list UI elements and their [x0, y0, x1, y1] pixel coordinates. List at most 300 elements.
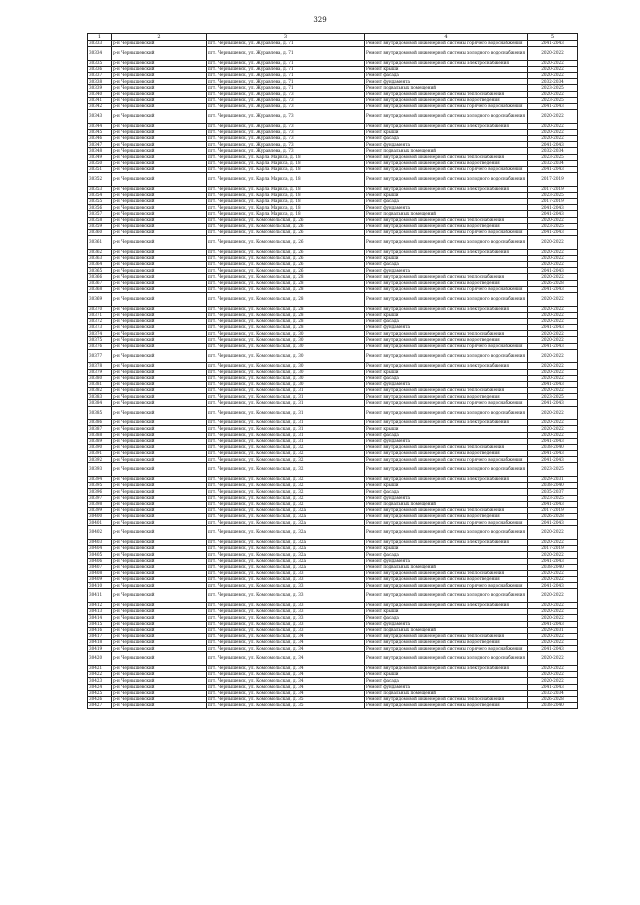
period-cell: 2029-2031 [528, 627, 578, 633]
period-cell: 2020-2022 [528, 274, 578, 280]
row-number: 30376 [88, 343, 112, 349]
row-number: 30367 [88, 280, 112, 286]
work-type-cell: Ремонт внутридомовой инженерной системы водоотведения [365, 577, 528, 583]
work-type-cell: Ремонт внутридомовой инженерной системы электроснабжения [365, 186, 528, 192]
district-cell: р-н Чернышевский [112, 564, 207, 570]
column-header-3: 3 [207, 34, 365, 41]
work-type-cell: Ремонт внутридомовой инженерной системы горячего водоснабжения [365, 104, 528, 110]
work-type-cell: Ремонт внутридомовой инженерной системы теплоснабжения [365, 91, 528, 97]
table-row [88, 349, 578, 363]
work-type-cell: Ремонт внутридомовой инженерной системы горячего водоснабжения [365, 286, 528, 292]
row-number: 30364 [88, 262, 112, 268]
period-cell: 2020-2022 [528, 570, 578, 576]
work-type-cell: Ремонт фасада [365, 262, 528, 268]
district-cell: р-н Чернышевский [112, 420, 207, 426]
work-type-cell: Ремонт внутридомовой инженерной системы холодного водоснабжения [365, 47, 528, 61]
district-cell: р-н Чернышевский [112, 526, 207, 540]
address-cell: пгт. Чернышевск, ул. Комсомольская, д. 28 [207, 280, 365, 286]
district-cell: р-н Чернышевский [112, 136, 207, 142]
address-cell: пгт. Чернышевск, ул. Комсомольская, д. 28 [207, 312, 365, 318]
row-number: 30408 [88, 570, 112, 576]
period-cell: 2020-2022 [528, 47, 578, 61]
period-cell: 2020-2022 [528, 129, 578, 135]
row-number: 30355 [88, 199, 112, 205]
row-number: 30380 [88, 375, 112, 381]
district-cell: р-н Чернышевский [112, 293, 207, 307]
work-type-cell: Ремонт фасада [365, 318, 528, 324]
address-cell: пгт. Чернышевск, ул. Карла Маркса, д. 18 [207, 173, 365, 187]
district-cell: р-н Чернышевский [112, 325, 207, 331]
work-type-cell: Ремонт крыши [365, 609, 528, 615]
row-number: 30391 [88, 451, 112, 457]
address-cell: пгт. Чернышевск, ул. Комсомольская, д. 31 [207, 400, 365, 406]
row-number: 30393 [88, 463, 112, 477]
district-cell: р-н Чернышевский [112, 369, 207, 375]
address-cell: пгт. Чернышевск, ул. Комсомольская, д. 31 [207, 406, 365, 420]
period-cell: 2020-2022 [528, 665, 578, 671]
period-cell: 2020-2022 [528, 331, 578, 337]
address-cell: пгт. Чернышевск, ул. Карла Маркса, д. 18 [207, 186, 365, 192]
district-cell: р-н Чернышевский [112, 381, 207, 387]
work-type-cell: Ремонт внутридомовой инженерной системы теплоснабжения [365, 331, 528, 337]
period-cell: 2020-2022 [528, 249, 578, 255]
period-cell: 2020-2022 [528, 91, 578, 97]
period-cell: 2020-2022 [528, 293, 578, 307]
address-cell: пгт. Чернышевск, ул. Журавлева, д. 71 [207, 47, 365, 61]
period-cell: 2041-2043 [528, 211, 578, 217]
district-cell: р-н Чернышевский [112, 602, 207, 608]
district-cell: р-н Чернышевский [112, 123, 207, 129]
address-cell: пгт. Чернышевск, ул. Комсомольская, д. 33 [207, 609, 365, 615]
period-cell: 2020-2022 [528, 602, 578, 608]
work-type-cell: Ремонт внутридомовой инженерной системы холодного водоснабжения [365, 236, 528, 250]
address-cell: пгт. Чернышевск, ул. Комсомольская, д. 32 [207, 501, 365, 507]
work-type-cell: Ремонт внутридомовой инженерной системы теплоснабжения [365, 696, 528, 702]
row-number: 30352 [88, 173, 112, 187]
address-cell: пгт. Чернышевск, ул. Комсомольская, д. 28 [207, 325, 365, 331]
period-cell: 2020-2022 [528, 609, 578, 615]
address-cell: пгт. Чернышевск, ул. Журавлева, д. 71 [207, 79, 365, 85]
period-cell: 2020-2022 [528, 526, 578, 540]
district-cell: р-н Чернышевский [112, 501, 207, 507]
work-type-cell: Ремонт внутридомовой инженерной системы холодного водоснабжения [365, 110, 528, 124]
work-type-cell: Ремонт крыши [365, 66, 528, 72]
district-cell: р-н Чернышевский [112, 337, 207, 343]
work-type-cell: Ремонт внутридомовой инженерной системы электроснабжения [365, 249, 528, 255]
row-number: 30425 [88, 690, 112, 696]
work-type-cell: Ремонт подвальных помещений [365, 148, 528, 154]
district-cell: р-н Чернышевский [112, 520, 207, 526]
work-type-cell: Ремонт внутридомовой инженерной системы водоотведения [365, 223, 528, 229]
period-cell: 2017-2019 [528, 173, 578, 187]
work-type-cell: Ремонт крыши [365, 672, 528, 678]
row-number: 30418 [88, 640, 112, 646]
district-cell: р-н Чернышевский [112, 577, 207, 583]
district-cell: р-н Чернышевский [112, 331, 207, 337]
row-number: 30341 [88, 97, 112, 103]
work-type-cell: Ремонт фундамента [365, 381, 528, 387]
period-cell: 2023-2025 [528, 495, 578, 501]
district-cell: р-н Чернышевский [112, 696, 207, 702]
district-cell: р-н Чернышевский [112, 558, 207, 564]
row-number: 30413 [88, 609, 112, 615]
work-type-cell: Ремонт внутридомовой инженерной системы водоотведения [365, 451, 528, 457]
period-cell: 2041-2043 [528, 381, 578, 387]
work-type-cell: Ремонт фундамента [365, 684, 528, 690]
row-number: 30336 [88, 66, 112, 72]
work-type-cell: Ремонт внутридомовой инженерной системы электроснабжения [365, 476, 528, 482]
row-number: 30419 [88, 646, 112, 652]
table-row [88, 703, 578, 709]
row-number: 30394 [88, 476, 112, 482]
row-number: 30366 [88, 274, 112, 280]
period-cell: 2020-2022 [528, 678, 578, 684]
address-cell: пгт. Чернышевск, ул. Комсомольская, д. 26 [207, 249, 365, 255]
row-number: 30403 [88, 539, 112, 545]
period-cell: 2020-2022 [528, 136, 578, 142]
row-number: 30382 [88, 388, 112, 394]
period-cell: 2038-2040 [528, 483, 578, 489]
work-type-cell: Ремонт внутридомовой инженерной системы горячего водоснабжения [365, 520, 528, 526]
address-cell: пгт. Чернышевск, ул. Карла Маркса, д. 18 [207, 167, 365, 173]
work-type-cell: Ремонт внутридомовой инженерной системы теплоснабжения [365, 274, 528, 280]
period-cell: 2020-2022 [528, 236, 578, 250]
address-cell: пгт. Чернышевск, ул. Комсомольская, д. 28 [207, 293, 365, 307]
period-cell: 2020-2022 [528, 420, 578, 426]
period-cell: 2041-2043 [528, 646, 578, 652]
period-cell: 2017-2019 [528, 199, 578, 205]
address-cell: пгт. Чернышевск, ул. Журавлева, д. 73 [207, 91, 365, 97]
address-cell: пгт. Чернышевск, ул. Комсомольская, д. 31 [207, 388, 365, 394]
row-number: 30399 [88, 507, 112, 513]
address-cell: пгт. Чернышевск, ул. Комсомольская, д. 34 [207, 678, 365, 684]
district-cell: р-н Чернышевский [112, 160, 207, 166]
work-type-cell: Ремонт внутридомовой инженерной системы электроснабжения [365, 665, 528, 671]
period-cell: 2026-2028 [528, 514, 578, 520]
row-number: 30337 [88, 73, 112, 79]
row-number: 30395 [88, 483, 112, 489]
row-number: 30384 [88, 400, 112, 406]
district-cell: р-н Чернышевский [112, 85, 207, 91]
address-cell: пгт. Чернышевск, ул. Карла Маркса, д. 18 [207, 160, 365, 166]
row-number: 30424 [88, 684, 112, 690]
district-cell: р-н Чернышевский [112, 312, 207, 318]
period-cell: 2041-2043 [528, 457, 578, 463]
district-cell: р-н Чернышевский [112, 400, 207, 406]
row-number: 30339 [88, 85, 112, 91]
district-cell: р-н Чернышевский [112, 363, 207, 369]
period-cell: 2023-2025 [528, 85, 578, 91]
district-cell: р-н Чернышевский [112, 349, 207, 363]
work-type-cell: Ремонт фасада [365, 199, 528, 205]
row-number: 30401 [88, 520, 112, 526]
district-cell: р-н Чернышевский [112, 463, 207, 477]
row-number: 30426 [88, 696, 112, 702]
row-number: 30342 [88, 104, 112, 110]
district-cell: р-н Чернышевский [112, 552, 207, 558]
row-number: 30420 [88, 652, 112, 666]
address-cell: пгт. Чернышевск, ул. Комсомольская, д. 31 [207, 394, 365, 400]
period-cell: 2020-2022 [528, 640, 578, 646]
district-cell: р-н Чернышевский [112, 262, 207, 268]
column-header-5: 5 [528, 34, 578, 41]
work-type-cell: Ремонт крыши [365, 129, 528, 135]
work-type-cell: Ремонт внутридомовой инженерной системы теплоснабжения [365, 217, 528, 223]
table-row [88, 110, 578, 124]
district-cell: р-н Чернышевский [112, 186, 207, 192]
district-cell: р-н Чернышевский [112, 627, 207, 633]
work-type-cell: Ремонт внутридомовой инженерной системы холодного водоснабжения [365, 349, 528, 363]
address-cell: пгт. Чернышевск, ул. Комсомольская, д. 31 [207, 438, 365, 444]
work-type-cell: Ремонт внутридомовой инженерной системы теплоснабжения [365, 633, 528, 639]
row-number: 30409 [88, 577, 112, 583]
row-number: 30363 [88, 255, 112, 261]
district-cell: р-н Чернышевский [112, 476, 207, 482]
table-row [88, 589, 578, 603]
period-cell: 2020-2022 [528, 552, 578, 558]
work-type-cell: Ремонт фундамента [365, 621, 528, 627]
work-type-cell: Ремонт внутридомовой инженерной системы горячего водоснабжения [365, 167, 528, 173]
column-header-4: 4 [365, 34, 528, 41]
address-cell: пгт. Чернышевск, ул. Комсомольская, д. 33 [207, 589, 365, 603]
address-cell: пгт. Чернышевск, ул. Комсомольская, д. 26 [207, 217, 365, 223]
row-number: 30400 [88, 514, 112, 520]
period-cell: 2020-2022 [528, 577, 578, 583]
period-cell: 2041-2043 [528, 520, 578, 526]
address-cell: пгт. Чернышевск, ул. Комсомольская, д. 30 [207, 337, 365, 343]
address-cell: пгт. Чернышевск, ул. Комсомольская, д. 34 [207, 672, 365, 678]
district-cell: р-н Чернышевский [112, 110, 207, 124]
address-cell: пгт. Чернышевск, ул. Комсомольская, д. 33 [207, 602, 365, 608]
period-cell: 2017-2019 [528, 186, 578, 192]
work-type-cell: Ремонт внутридомовой инженерной системы горячего водоснабжения [365, 41, 528, 47]
district-cell: р-н Чернышевский [112, 432, 207, 438]
row-number: 30411 [88, 589, 112, 603]
address-cell: пгт. Чернышевск, ул. Комсомольская, д. 32а [207, 539, 365, 545]
district-cell: р-н Чернышевский [112, 457, 207, 463]
district-cell: р-н Чернышевский [112, 703, 207, 709]
address-cell: пгт. Чернышевск, ул. Комсомольская, д. 32 [207, 463, 365, 477]
district-cell: р-н Чернышевский [112, 306, 207, 312]
period-cell: 2020-2022 [528, 262, 578, 268]
district-cell: р-н Чернышевский [112, 672, 207, 678]
period-cell: 2032-2034 [528, 160, 578, 166]
row-number: 30388 [88, 432, 112, 438]
district-cell: р-н Чернышевский [112, 652, 207, 666]
work-type-cell: Ремонт внутридомовой инженерной системы холодного водоснабжения [365, 293, 528, 307]
work-type-cell: Ремонт крыши [365, 312, 528, 318]
period-cell: 2041-2043 [528, 684, 578, 690]
work-type-cell: Ремонт внутридомовой инженерной системы холодного водоснабжения [365, 463, 528, 477]
address-cell: пгт. Чернышевск, ул. Комсомольская, д. 32а [207, 514, 365, 520]
address-cell: пгт. Чернышевск, ул. Комсомольская, д. 34 [207, 633, 365, 639]
district-cell: р-н Чернышевский [112, 388, 207, 394]
row-number: 30357 [88, 211, 112, 217]
work-type-cell: Ремонт крыши [365, 546, 528, 552]
period-cell: 2041-2043 [528, 167, 578, 173]
period-cell: 2035-2037 [528, 489, 578, 495]
row-number: 30386 [88, 420, 112, 426]
period-cell: 2020-2022 [528, 406, 578, 420]
period-cell: 2017-2019 [528, 546, 578, 552]
work-type-cell: Ремонт внутридомовой инженерной системы электроснабжения [365, 420, 528, 426]
district-cell: р-н Чернышевский [112, 230, 207, 236]
address-cell: пгт. Чернышевск, ул. Комсомольская, д. 32а [207, 520, 365, 526]
row-number: 30402 [88, 526, 112, 540]
period-cell: 2020-2022 [528, 255, 578, 261]
address-cell: пгт. Чернышевск, ул. Комсомольская, д. 33 [207, 627, 365, 633]
period-cell: 2020-2022 [528, 369, 578, 375]
address-cell: пгт. Чернышевск, ул. Журавлева, д. 73 [207, 148, 365, 154]
row-number: 30423 [88, 678, 112, 684]
row-number: 30349 [88, 154, 112, 160]
row-number: 30333 [88, 41, 112, 47]
address-cell: пгт. Чернышевск, ул. Карла Маркса, д. 18 [207, 192, 365, 198]
district-cell: р-н Чернышевский [112, 268, 207, 274]
district-cell: р-н Чернышевский [112, 47, 207, 61]
table-row [88, 406, 578, 420]
district-cell: р-н Чернышевский [112, 173, 207, 187]
work-type-cell: Ремонт фасада [365, 375, 528, 381]
district-cell: р-н Чернышевский [112, 589, 207, 603]
row-number: 30378 [88, 363, 112, 369]
row-number: 30354 [88, 192, 112, 198]
address-cell: пгт. Чернышевск, ул. Комсомольская, д. 34 [207, 690, 365, 696]
row-number: 30334 [88, 47, 112, 61]
period-cell: 2020-2022 [528, 123, 578, 129]
row-number: 30387 [88, 426, 112, 432]
district-cell: р-н Чернышевский [112, 217, 207, 223]
district-cell: р-н Чернышевский [112, 495, 207, 501]
row-number: 30373 [88, 325, 112, 331]
district-cell: р-н Чернышевский [112, 211, 207, 217]
period-cell: 2020-2022 [528, 432, 578, 438]
work-type-cell: Ремонт подвальных помещений [365, 564, 528, 570]
work-type-cell: Ремонт внутридомовой инженерной системы холодного водоснабжения [365, 589, 528, 603]
address-cell: пгт. Чернышевск, ул. Комсомольская, д. 30 [207, 375, 365, 381]
address-cell: пгт. Чернышевск, ул. Журавлева, д. 71 [207, 66, 365, 72]
column-header-1: 1 [88, 34, 112, 41]
address-cell: пгт. Чернышевск, ул. Комсомольская, д. 34 [207, 684, 365, 690]
page-number: 329 [313, 16, 327, 24]
district-cell: р-н Чернышевский [112, 104, 207, 110]
period-cell: 2041-2043 [528, 142, 578, 148]
district-cell: р-н Чернышевский [112, 438, 207, 444]
row-number: 30414 [88, 615, 112, 621]
row-number: 30356 [88, 205, 112, 211]
table-row [88, 463, 578, 477]
work-type-cell: Ремонт фундамента [365, 205, 528, 211]
district-cell: р-н Чернышевский [112, 255, 207, 261]
work-type-cell: Ремонт крыши [365, 255, 528, 261]
address-cell: пгт. Чернышевск, ул. Комсомольская, д. 32 [207, 483, 365, 489]
row-number: 30345 [88, 129, 112, 135]
district-cell: р-н Чернышевский [112, 129, 207, 135]
district-cell: р-н Чернышевский [112, 91, 207, 97]
work-type-cell: Ремонт фасада [365, 552, 528, 558]
district-cell: р-н Чернышевский [112, 236, 207, 250]
row-number: 30338 [88, 79, 112, 85]
period-cell: 2020-2022 [528, 672, 578, 678]
work-type-cell: Ремонт подвальных помещений [365, 627, 528, 633]
row-number: 30390 [88, 444, 112, 450]
address-cell: пгт. Чернышевск, ул. Комсомольская, д. 26 [207, 223, 365, 229]
address-cell: пгт. Чернышевск, ул. Карла Маркса, д. 18 [207, 154, 365, 160]
address-cell: пгт. Чернышевск, ул. Журавлева, д. 71 [207, 73, 365, 79]
period-cell: 2041-2043 [528, 400, 578, 406]
row-number: 30406 [88, 558, 112, 564]
column-header-2: 2 [112, 34, 207, 41]
address-cell: пгт. Чернышевск, ул. Карла Маркса, д. 18 [207, 211, 365, 217]
address-cell: пгт. Чернышевск, ул. Комсомольская, д. 32а [207, 564, 365, 570]
row-number: 30368 [88, 286, 112, 292]
address-cell: пгт. Чернышевск, ул. Комсомольская, д. 32 [207, 457, 365, 463]
address-cell: пгт. Чернышевск, ул. Комсомольская, д. 28 [207, 306, 365, 312]
period-cell: 2041-2043 [528, 325, 578, 331]
work-type-cell: Ремонт внутридомовой инженерной системы водоотведения [365, 514, 528, 520]
work-type-cell: Ремонт фундамента [365, 268, 528, 274]
address-cell: пгт. Чернышевск, ул. Журавлева, д. 73 [207, 142, 365, 148]
period-cell: 2020-2022 [528, 110, 578, 124]
address-cell: пгт. Чернышевск, ул. Комсомольская, д. 30 [207, 331, 365, 337]
district-cell: р-н Чернышевский [112, 426, 207, 432]
period-cell: 2032-2034 [528, 690, 578, 696]
district-cell: р-н Чернышевский [112, 640, 207, 646]
row-number: 30392 [88, 457, 112, 463]
work-type-cell: Ремонт внутридомовой инженерной системы теплоснабжения [365, 388, 528, 394]
address-cell: пгт. Чернышевск, ул. Журавлева, д. 73 [207, 136, 365, 142]
row-number: 30351 [88, 167, 112, 173]
work-type-cell: Ремонт внутридомовой инженерной системы горячего водоснабжения [365, 230, 528, 236]
address-cell: пгт. Чернышевск, ул. Журавлева, д. 73 [207, 129, 365, 135]
row-number: 30360 [88, 230, 112, 236]
district-cell: р-н Чернышевский [112, 489, 207, 495]
work-type-cell: Ремонт крыши [365, 192, 528, 198]
address-cell: пгт. Чернышевск, ул. Комсомольская, д. 34 [207, 646, 365, 652]
work-type-cell: Ремонт фундамента [365, 79, 528, 85]
row-number: 30421 [88, 665, 112, 671]
district-cell: р-н Чернышевский [112, 205, 207, 211]
row-number: 30389 [88, 438, 112, 444]
work-type-cell: Ремонт подвальных помещений [365, 501, 528, 507]
address-cell: пгт. Чернышевск, ул. Комсомольская, д. 35 [207, 703, 365, 709]
work-type-cell: Ремонт внутридомовой инженерной системы водоотведения [365, 394, 528, 400]
work-type-cell: Ремонт внутридомовой инженерной системы холодного водоснабжения [365, 173, 528, 187]
address-cell: пгт. Чернышевск, ул. Журавлева, д. 71 [207, 41, 365, 47]
row-number: 30396 [88, 489, 112, 495]
district-cell: р-н Чернышевский [112, 678, 207, 684]
district-cell: р-н Чернышевский [112, 343, 207, 349]
address-cell: пгт. Чернышевск, ул. Комсомольская, д. 32а [207, 546, 365, 552]
table-body [88, 41, 578, 709]
address-cell: пгт. Чернышевск, ул. Комсомольская, д. 34 [207, 640, 365, 646]
address-cell: пгт. Чернышевск, ул. Комсомольская, д. 33 [207, 615, 365, 621]
row-number: 30359 [88, 223, 112, 229]
address-cell: пгт. Чернышевск, ул. Комсомольская, д. 26 [207, 255, 365, 261]
period-cell: 2020-2022 [528, 60, 578, 66]
district-cell: р-н Чернышевский [112, 684, 207, 690]
row-number: 30353 [88, 186, 112, 192]
district-cell: р-н Чернышевский [112, 615, 207, 621]
district-cell: р-н Чернышевский [112, 394, 207, 400]
table-row [88, 652, 578, 666]
row-number: 30377 [88, 349, 112, 363]
period-cell: 2023-2025 [528, 463, 578, 477]
period-cell: 2020-2022 [528, 615, 578, 621]
period-cell: 2023-2025 [528, 192, 578, 198]
row-number: 30375 [88, 337, 112, 343]
work-type-cell: Ремонт фасада [365, 489, 528, 495]
